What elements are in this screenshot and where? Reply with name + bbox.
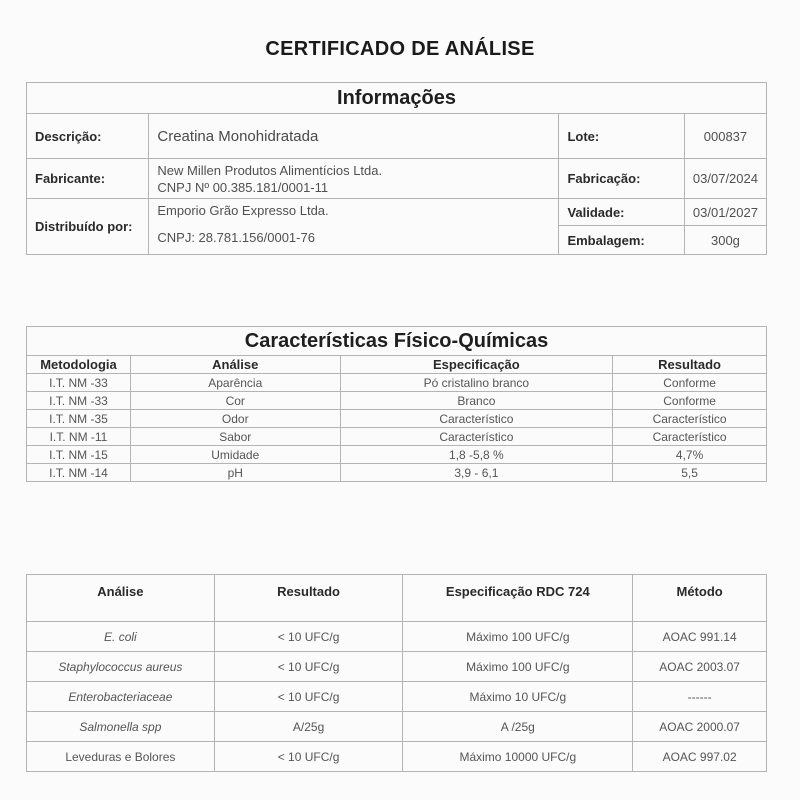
mic-cell: AOAC 991.14 [633, 622, 767, 652]
fabricacao-label: Fabricação: [559, 159, 684, 199]
physico-chemical-table [26, 326, 767, 482]
fq-cell: pH [130, 464, 340, 482]
fq-cell: Branco [340, 392, 613, 410]
mic-cell: E. coli [27, 622, 215, 652]
fabricante-value [149, 159, 559, 199]
distribuido-cnpj: CNPJ: 28.781.156/0001-76 [157, 230, 315, 245]
mic-cell: A /25g [403, 712, 633, 742]
fq-cell: Conforme [613, 374, 767, 392]
mic-cell: AOAC 2003.07 [633, 652, 767, 682]
fq-header-resultado: Resultado [613, 356, 767, 374]
fabricante-cnpj: CNPJ Nº 00.385.181/0001-11 [157, 179, 329, 195]
table-row [27, 464, 767, 482]
fq-cell: 5,5 [613, 464, 767, 482]
mic-cell: Leveduras e Bolores [27, 742, 215, 772]
mic-cell: < 10 UFC/g [214, 682, 403, 712]
table-row [27, 446, 767, 464]
fq-cell: Característico [613, 410, 767, 428]
table-row [27, 428, 767, 446]
mic-cell: Enterobacteriaceae [27, 682, 215, 712]
mic-cell: < 10 UFC/g [214, 622, 403, 652]
fabricacao-value: 03/07/2024 [684, 159, 766, 199]
mic-cell: Máximo 10 UFC/g [403, 682, 633, 712]
microbiological-table [26, 574, 767, 772]
mic-header-analise: Análise [27, 575, 215, 622]
fabricante-label: Fabricante: [27, 159, 149, 199]
fq-header-especificacao: Especificação [340, 356, 613, 374]
table-row [27, 712, 767, 742]
mic-header-metodo: Método [633, 575, 767, 622]
fq-cell: Odor [130, 410, 340, 428]
fq-cell: Umidade [130, 446, 340, 464]
lote-label: Lote: [559, 114, 684, 159]
fq-cell: Cor [130, 392, 340, 410]
table-row [27, 652, 767, 682]
fq-header-analise: Análise [130, 356, 340, 374]
fq-cell: Característico [340, 428, 613, 446]
descricao-value: Creatina Monohidratada [149, 114, 559, 159]
fq-cell: Aparência [130, 374, 340, 392]
validade-label: Validade: [559, 199, 684, 226]
table-row [27, 410, 767, 428]
mic-cell: Salmonella spp [27, 712, 215, 742]
fabricante-name: New Millen Produtos Alimentícios Ltda. [157, 162, 383, 178]
table-row [27, 392, 767, 410]
mic-cell: < 10 UFC/g [214, 742, 403, 772]
fq-cell: I.T. NM -33 [27, 392, 131, 410]
fq-cell: I.T. NM -11 [27, 428, 131, 446]
embalagem-value: 300g [684, 226, 766, 255]
mic-cell: A/25g [214, 712, 403, 742]
mic-cell: Máximo 10000 UFC/g [403, 742, 633, 772]
mic-cell: < 10 UFC/g [214, 652, 403, 682]
fq-cell: I.T. NM -33 [27, 374, 131, 392]
mic-cell: Staphylococcus aureus [27, 652, 215, 682]
distribuido-name: Emporio Grão Expresso Ltda. [157, 203, 329, 218]
fq-cell: Característico [613, 428, 767, 446]
descricao-label: Descrição: [27, 114, 149, 159]
fq-cell: I.T. NM -35 [27, 410, 131, 428]
mic-header-resultado: Resultado [214, 575, 403, 622]
distribuido-value [149, 199, 559, 255]
lote-value: 000837 [684, 114, 766, 159]
table-row [27, 682, 767, 712]
fq-cell: Pó cristalino branco [340, 374, 613, 392]
embalagem-label: Embalagem: [559, 226, 684, 255]
validade-value: 03/01/2027 [684, 199, 766, 226]
mic-cell: Máximo 100 UFC/g [403, 622, 633, 652]
mic-cell: AOAC 997.02 [633, 742, 767, 772]
fq-cell: Característico [340, 410, 613, 428]
distribuido-label: Distribuído por: [27, 199, 149, 255]
fq-cell: I.T. NM -15 [27, 446, 131, 464]
fq-cell: Sabor [130, 428, 340, 446]
info-table [26, 82, 767, 255]
info-heading: Informações [27, 83, 767, 114]
document-title: CERTIFICADO DE ANÁLISE [265, 38, 535, 60]
fq-cell: 3,9 - 6,1 [340, 464, 613, 482]
mic-cell: Máximo 100 UFC/g [403, 652, 633, 682]
fq-cell: I.T. NM -14 [27, 464, 131, 482]
fq-cell: 4,7% [613, 446, 767, 464]
mic-header-especificacao: Especificação RDC 724 [403, 575, 633, 622]
table-row [27, 742, 767, 772]
fq-cell: 1,8 -5,8 % [340, 446, 613, 464]
mic-cell: AOAC 2000.07 [633, 712, 767, 742]
fq-header-metodologia: Metodologia [27, 356, 131, 374]
mic-cell: ------ [633, 682, 767, 712]
table-row [27, 622, 767, 652]
fq-cell: Conforme [613, 392, 767, 410]
table-row [27, 374, 767, 392]
fq-heading: Características Físico-Químicas [27, 327, 767, 356]
